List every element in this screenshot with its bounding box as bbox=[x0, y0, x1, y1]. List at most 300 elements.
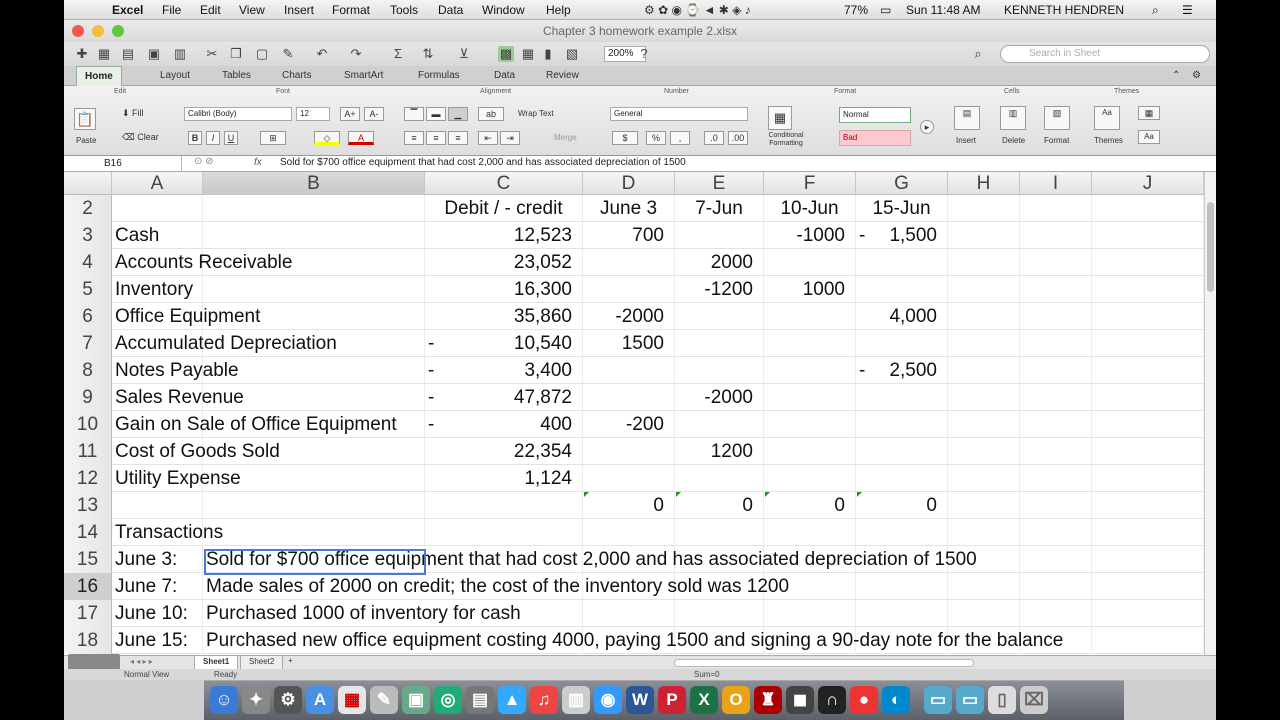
grow-font-icon[interactable]: A+ bbox=[340, 107, 360, 121]
error-indicator[interactable] bbox=[676, 492, 681, 497]
conditional-formatting-button[interactable]: Conditional Formatting bbox=[768, 132, 804, 147]
delete-button[interactable]: Delete bbox=[1002, 136, 1026, 145]
cell-j[interactable] bbox=[1092, 276, 1204, 303]
cell-f[interactable]: 1000 bbox=[764, 276, 856, 303]
outlook-icon[interactable]: O bbox=[722, 686, 750, 714]
filter-icon[interactable]: ⊻ bbox=[459, 46, 469, 61]
cell-b[interactable]: Made sales of 2000 on credit; the cost of the inventory sold was 1200 bbox=[206, 576, 790, 597]
cell-h[interactable] bbox=[948, 600, 1020, 627]
cell-i[interactable] bbox=[1020, 249, 1092, 276]
cell-e[interactable] bbox=[675, 519, 764, 546]
cell-c[interactable]: 47,872 bbox=[425, 384, 583, 411]
cell-b[interactable]: Sold for $700 office equipment that had cost 2,000 and has associated depreciation of 1500 bbox=[206, 549, 977, 570]
cell-i[interactable] bbox=[1020, 465, 1092, 492]
cell-f[interactable] bbox=[764, 411, 856, 438]
cell-c[interactable]: 1,124 bbox=[425, 465, 583, 492]
error-indicator[interactable] bbox=[584, 492, 589, 497]
safari-icon[interactable]: ◉ bbox=[594, 686, 622, 714]
cell-j[interactable] bbox=[1092, 546, 1204, 573]
cell-g[interactable] bbox=[856, 330, 948, 357]
menu-view[interactable]: View bbox=[239, 3, 265, 17]
row-header[interactable]: 14 bbox=[64, 519, 112, 546]
cell-f[interactable] bbox=[764, 600, 856, 627]
cell-j[interactable] bbox=[1092, 438, 1204, 465]
cell-e[interactable] bbox=[675, 465, 764, 492]
format-button[interactable]: Format bbox=[1044, 136, 1070, 145]
cell-e[interactable]: -2000 bbox=[675, 384, 764, 411]
conditional-formatting-icon[interactable]: ▦ bbox=[768, 106, 792, 130]
cell-d[interactable] bbox=[583, 465, 675, 492]
merge-button[interactable]: Merge bbox=[554, 133, 577, 142]
italic-icon[interactable]: I bbox=[206, 131, 220, 145]
tab-data[interactable]: Data bbox=[494, 70, 516, 81]
cell-d[interactable]: June 3 bbox=[583, 195, 675, 222]
wrap-text-button[interactable]: Wrap Text bbox=[518, 109, 554, 118]
cell-a[interactable]: Notes Payable bbox=[112, 357, 203, 384]
cell-a[interactable]: June 7: bbox=[112, 573, 203, 600]
menu-format[interactable]: Format bbox=[332, 3, 371, 17]
cell-f[interactable]: 10-Jun bbox=[764, 195, 856, 222]
word-icon[interactable]: W bbox=[626, 686, 654, 714]
cell-a[interactable]: June 15: bbox=[112, 627, 203, 654]
cell-e[interactable]: 1200 bbox=[675, 438, 764, 465]
cell-d[interactable]: -200 bbox=[583, 411, 675, 438]
cell-h[interactable] bbox=[948, 384, 1020, 411]
itunes-icon[interactable]: ♫ bbox=[530, 686, 558, 714]
cell-f[interactable]: 0 bbox=[764, 492, 856, 519]
cell-c[interactable]: 10,540 bbox=[425, 330, 583, 357]
cell-i[interactable] bbox=[1020, 222, 1092, 249]
cell-i[interactable] bbox=[1020, 573, 1092, 600]
font-name-select[interactable]: Calibri (Body) bbox=[184, 107, 292, 121]
cell-d[interactable]: -2000 bbox=[583, 303, 675, 330]
folder-icon[interactable]: ▭ bbox=[924, 686, 952, 714]
row-header[interactable]: 11 bbox=[64, 438, 112, 465]
cell-e[interactable]: 2000 bbox=[675, 249, 764, 276]
cell-h[interactable] bbox=[948, 573, 1020, 600]
row-header[interactable]: 6 bbox=[64, 303, 112, 330]
save-icon[interactable]: ▣ bbox=[147, 46, 161, 61]
cell-i[interactable] bbox=[1020, 276, 1092, 303]
cell-i[interactable] bbox=[1020, 546, 1092, 573]
shrink-font-icon[interactable]: A- bbox=[364, 107, 384, 121]
cell-a[interactable] bbox=[112, 195, 203, 222]
headphones-icon[interactable]: ∩ bbox=[818, 686, 846, 714]
cell-b[interactable] bbox=[203, 222, 425, 249]
battery-percent[interactable]: 77% bbox=[844, 3, 869, 17]
bold-icon[interactable]: B bbox=[188, 131, 202, 145]
notes-icon[interactable]: ✎ bbox=[370, 686, 398, 714]
cell-a[interactable]: Sales Revenue bbox=[112, 384, 203, 411]
tab-home[interactable]: Home bbox=[76, 66, 122, 86]
clear-button[interactable]: ⌫ Clear bbox=[122, 132, 159, 142]
cell-h[interactable] bbox=[948, 411, 1020, 438]
camera-app-icon[interactable]: ◼ bbox=[786, 686, 814, 714]
insert-cells-icon[interactable]: ▤ bbox=[954, 106, 980, 130]
style-bad[interactable]: Bad bbox=[839, 130, 911, 146]
cell-c[interactable]: 35,860 bbox=[425, 303, 583, 330]
cell-j[interactable] bbox=[1092, 303, 1204, 330]
cell-g[interactable] bbox=[856, 249, 948, 276]
decrease-indent-icon[interactable]: ⇤ bbox=[478, 131, 498, 145]
redo-icon[interactable]: ↷ bbox=[350, 46, 362, 61]
borders-icon[interactable]: ⊞ bbox=[260, 131, 286, 145]
copy-icon[interactable]: ❐ bbox=[230, 46, 242, 61]
cell-f[interactable] bbox=[764, 249, 856, 276]
cell-b[interactable] bbox=[203, 519, 425, 546]
row-header[interactable]: 7 bbox=[64, 330, 112, 357]
cell-g[interactable]: 1,500 bbox=[856, 222, 948, 249]
user-name[interactable]: KENNETH HENDREN bbox=[1004, 3, 1125, 17]
align-right-icon[interactable]: ≡ bbox=[448, 131, 468, 145]
cell-d[interactable] bbox=[583, 600, 675, 627]
row-header[interactable]: 5 bbox=[64, 276, 112, 303]
row-header[interactable]: 16 bbox=[64, 573, 112, 600]
decrease-decimal-icon[interactable]: .00 bbox=[728, 131, 748, 145]
row-header[interactable]: 4 bbox=[64, 249, 112, 276]
cell-g[interactable] bbox=[856, 573, 948, 600]
keynote-icon[interactable]: ▲ bbox=[498, 686, 526, 714]
cell-d[interactable] bbox=[583, 438, 675, 465]
excel-icon[interactable]: X bbox=[690, 686, 718, 714]
cell-h[interactable] bbox=[948, 438, 1020, 465]
cell-c[interactable]: 16,300 bbox=[425, 276, 583, 303]
cell-a[interactable]: Accumulated Depreciation bbox=[112, 330, 203, 357]
undo-icon[interactable]: ↶ bbox=[316, 46, 328, 61]
tab-tables[interactable]: Tables bbox=[222, 70, 251, 81]
preview-icon[interactable]: ▤ bbox=[466, 686, 494, 714]
font-color-icon[interactable]: A bbox=[348, 131, 374, 145]
underline-icon[interactable]: U bbox=[224, 131, 238, 145]
cell-h[interactable] bbox=[948, 222, 1020, 249]
cell-g[interactable] bbox=[856, 600, 948, 627]
cell-j[interactable] bbox=[1092, 195, 1204, 222]
new-document-icon[interactable]: ✚ bbox=[76, 46, 88, 61]
align-top-icon[interactable]: ▔ bbox=[404, 107, 424, 121]
col-header-j[interactable]: J bbox=[1092, 172, 1204, 195]
tab-charts[interactable]: Charts bbox=[282, 70, 312, 81]
cell-e[interactable]: 0 bbox=[675, 492, 764, 519]
cell-g[interactable] bbox=[856, 519, 948, 546]
cell-a[interactable]: June 10: bbox=[112, 600, 203, 627]
align-bottom-icon[interactable]: ▁ bbox=[448, 107, 468, 121]
add-sheet-icon[interactable]: + bbox=[288, 656, 293, 665]
cell-a[interactable]: June 3: bbox=[112, 546, 203, 573]
cell-b[interactable] bbox=[203, 492, 425, 519]
row-header[interactable]: 12 bbox=[64, 465, 112, 492]
messenger-icon[interactable]: ● bbox=[850, 686, 878, 714]
cell-d[interactable] bbox=[583, 357, 675, 384]
comma-style-icon[interactable]: , bbox=[670, 131, 690, 145]
powerpoint-icon[interactable]: P bbox=[658, 686, 686, 714]
notification-icon[interactable]: ☰ bbox=[1182, 3, 1193, 17]
cell-i[interactable] bbox=[1020, 195, 1092, 222]
menu-file[interactable]: File bbox=[162, 3, 182, 17]
cell-i[interactable] bbox=[1020, 330, 1092, 357]
cell-d[interactable] bbox=[583, 276, 675, 303]
cell-f[interactable] bbox=[764, 384, 856, 411]
cell-c[interactable]: 400 bbox=[425, 411, 583, 438]
cell-f[interactable]: -1000 bbox=[764, 222, 856, 249]
zoom-select[interactable]: 200% bbox=[604, 46, 646, 62]
text-orientation-icon[interactable]: ab bbox=[478, 107, 504, 121]
col-header-f[interactable]: F bbox=[764, 172, 856, 195]
col-header-b[interactable]: B bbox=[203, 172, 425, 195]
battery-icon[interactable]: ▭ bbox=[880, 3, 892, 17]
cell-a[interactable]: Gain on Sale of Office Equipment bbox=[112, 411, 203, 438]
fx-icon[interactable]: fx bbox=[254, 157, 262, 168]
cell-f[interactable] bbox=[764, 357, 856, 384]
cell-a[interactable]: Transactions bbox=[112, 519, 203, 546]
menu-help[interactable]: Help bbox=[546, 3, 571, 17]
finder-icon[interactable]: ☺ bbox=[210, 686, 238, 714]
increase-indent-icon[interactable]: ⇥ bbox=[500, 131, 520, 145]
row-header[interactable]: 10 bbox=[64, 411, 112, 438]
sheet-tab-1[interactable]: Sheet1 bbox=[194, 656, 238, 670]
cell-e[interactable] bbox=[675, 222, 764, 249]
col-header-g[interactable]: G bbox=[856, 172, 948, 195]
row-header[interactable]: 3 bbox=[64, 222, 112, 249]
cell-d[interactable]: 0 bbox=[583, 492, 675, 519]
cell-h[interactable] bbox=[948, 303, 1020, 330]
insert-button[interactable]: Insert bbox=[956, 136, 977, 145]
formula-buttons-icon[interactable]: ⊙ ⊘ bbox=[194, 156, 214, 167]
fill-color-icon[interactable]: ◇ bbox=[314, 131, 340, 145]
tab-formulas[interactable]: Formulas bbox=[418, 70, 460, 81]
menu-insert[interactable]: Insert bbox=[284, 3, 315, 17]
document-stack-icon[interactable]: ▯ bbox=[988, 686, 1016, 714]
cell-c[interactable]: 3,400 bbox=[425, 357, 583, 384]
cell-e[interactable]: -1200 bbox=[675, 276, 764, 303]
cell-f[interactable] bbox=[764, 438, 856, 465]
menu-data[interactable]: Data bbox=[438, 3, 464, 17]
status-icons[interactable]: ⚙ ✿ ◉ ⌚ ◄ ✱ ◈ ♪ bbox=[644, 3, 751, 17]
row-header[interactable]: 2 bbox=[64, 195, 112, 222]
cell-j[interactable] bbox=[1092, 357, 1204, 384]
cell-j[interactable] bbox=[1092, 492, 1204, 519]
cell-i[interactable] bbox=[1020, 600, 1092, 627]
documents-folder-icon[interactable]: ▭ bbox=[956, 686, 984, 714]
maps-icon[interactable]: ◎ bbox=[434, 686, 462, 714]
theme-colors-icon[interactable]: ▦ bbox=[1138, 106, 1160, 120]
paste-icon[interactable]: ▢ bbox=[255, 46, 269, 61]
cell-d[interactable] bbox=[583, 519, 675, 546]
tab-smartart[interactable]: SmartArt bbox=[344, 70, 384, 81]
cell-j[interactable] bbox=[1092, 627, 1204, 654]
cell-c[interactable]: 23,052 bbox=[425, 249, 583, 276]
cell-g[interactable] bbox=[856, 438, 948, 465]
cell-j[interactable] bbox=[1092, 519, 1204, 546]
cell-h[interactable] bbox=[948, 519, 1020, 546]
cell-i[interactable] bbox=[1020, 303, 1092, 330]
wine-app-icon[interactable]: ♜ bbox=[754, 686, 782, 714]
ribbon-settings-icon[interactable]: ⚙ bbox=[1192, 70, 1201, 81]
format-painter-icon[interactable]: ✎ bbox=[282, 46, 294, 61]
cell-a[interactable] bbox=[112, 492, 203, 519]
cell-j[interactable] bbox=[1092, 330, 1204, 357]
cell-c[interactable]: 12,523 bbox=[425, 222, 583, 249]
error-indicator[interactable] bbox=[857, 492, 862, 497]
toolbox-icon[interactable]: ▩ bbox=[499, 46, 513, 61]
cell-i[interactable] bbox=[1020, 357, 1092, 384]
photos-icon[interactable]: ▣ bbox=[402, 686, 430, 714]
clock[interactable]: Sun 11:48 AM bbox=[906, 3, 981, 17]
col-header-c[interactable]: C bbox=[425, 172, 583, 195]
search-menu-icon[interactable]: ⌕ bbox=[974, 46, 982, 61]
system-preferences-icon[interactable]: ⚙ bbox=[274, 686, 302, 714]
cell-c[interactable]: Debit / - credit bbox=[425, 195, 583, 222]
format-cells-icon[interactable]: ▧ bbox=[1044, 106, 1070, 130]
cell-g[interactable] bbox=[856, 465, 948, 492]
open-icon[interactable]: ▤ bbox=[121, 46, 135, 61]
tab-layout[interactable]: Layout bbox=[160, 70, 191, 81]
cell-a[interactable]: Inventory bbox=[112, 276, 203, 303]
cell-i[interactable] bbox=[1020, 438, 1092, 465]
col-header-h[interactable]: H bbox=[948, 172, 1020, 195]
collapse-ribbon-icon[interactable]: ⌃ bbox=[1172, 70, 1181, 81]
menu-tools[interactable]: Tools bbox=[390, 3, 419, 17]
cell-a[interactable]: Cash bbox=[112, 222, 203, 249]
cell-f[interactable] bbox=[764, 465, 856, 492]
fill-button[interactable]: ⬇ Fill bbox=[122, 108, 144, 118]
row-header[interactable]: 18 bbox=[64, 627, 112, 654]
error-indicator[interactable] bbox=[765, 492, 770, 497]
cell-d[interactable]: 1500 bbox=[583, 330, 675, 357]
cell-h[interactable] bbox=[948, 249, 1020, 276]
print-icon[interactable]: ▥ bbox=[173, 46, 187, 61]
cell-b[interactable]: Purchased 1000 of inventory for cash bbox=[206, 603, 521, 624]
sheet-tab-2[interactable]: Sheet2 bbox=[240, 656, 283, 670]
row-header[interactable]: 13 bbox=[64, 492, 112, 519]
percent-icon[interactable]: % bbox=[646, 131, 666, 145]
menu-window[interactable]: Window bbox=[482, 3, 525, 17]
cell-g[interactable]: 2,500 bbox=[856, 357, 948, 384]
cell-h[interactable] bbox=[948, 330, 1020, 357]
cell-j[interactable] bbox=[1092, 222, 1204, 249]
autosum-icon[interactable]: Σ bbox=[393, 46, 403, 61]
sheet-nav-icon[interactable]: ◂ ◂ ▸ ▸ bbox=[130, 657, 153, 666]
cell-e[interactable] bbox=[675, 330, 764, 357]
sort-icon[interactable]: ⇅ bbox=[422, 46, 434, 61]
cell-b[interactable] bbox=[203, 195, 425, 222]
theme-fonts-icon[interactable]: Aa bbox=[1138, 130, 1160, 144]
spotlight-icon[interactable]: ⌕ bbox=[1152, 3, 1159, 17]
cell-d[interactable]: 700 bbox=[583, 222, 675, 249]
cell-e[interactable]: 7-Jun bbox=[675, 195, 764, 222]
cell-c[interactable] bbox=[425, 519, 583, 546]
cell-h[interactable] bbox=[948, 492, 1020, 519]
cell-c[interactable] bbox=[425, 492, 583, 519]
cell-g[interactable]: 0 bbox=[856, 492, 948, 519]
sum-label[interactable]: Sum=0 bbox=[694, 670, 720, 679]
row-header[interactable]: 15 bbox=[64, 546, 112, 573]
cell-j[interactable] bbox=[1092, 384, 1204, 411]
col-header-d[interactable]: D bbox=[583, 172, 675, 195]
col-header-a[interactable]: A bbox=[112, 172, 203, 195]
cell-a[interactable]: Accounts Receivable bbox=[112, 249, 203, 276]
row-header[interactable]: 17 bbox=[64, 600, 112, 627]
vertical-scroll-thumb[interactable] bbox=[1207, 202, 1214, 292]
cell-h[interactable] bbox=[948, 465, 1020, 492]
gallery-icon[interactable]: ▦ bbox=[97, 46, 111, 61]
cell-j[interactable] bbox=[1092, 249, 1204, 276]
cell-g[interactable] bbox=[856, 276, 948, 303]
cell-c[interactable]: 22,354 bbox=[425, 438, 583, 465]
cell-j[interactable] bbox=[1092, 600, 1204, 627]
cell-i[interactable] bbox=[1020, 411, 1092, 438]
cell-g[interactable] bbox=[856, 384, 948, 411]
browser-icon[interactable]: ◐ bbox=[882, 686, 910, 714]
styles-more-icon[interactable]: ▸ bbox=[920, 120, 934, 134]
menu-edit[interactable]: Edit bbox=[200, 3, 221, 17]
media-icon[interactable]: ▧ bbox=[565, 46, 579, 61]
cell-h[interactable] bbox=[948, 195, 1020, 222]
paste-clipboard-icon[interactable]: 📋 bbox=[74, 108, 96, 130]
cell-e[interactable] bbox=[675, 303, 764, 330]
launchpad-icon[interactable]: ✦ bbox=[242, 686, 270, 714]
align-center-icon[interactable]: ≡ bbox=[426, 131, 446, 145]
cell-i[interactable] bbox=[1020, 384, 1092, 411]
col-header-i[interactable]: I bbox=[1020, 172, 1092, 195]
cell-g[interactable]: 15-Jun bbox=[856, 195, 948, 222]
cell-e[interactable] bbox=[675, 600, 764, 627]
cell-f[interactable] bbox=[764, 303, 856, 330]
col-header-e[interactable]: E bbox=[675, 172, 764, 195]
align-left-icon[interactable]: ≡ bbox=[404, 131, 424, 145]
row-header[interactable]: 9 bbox=[64, 384, 112, 411]
cell-b[interactable]: Purchased new office equipment costing 4000, paying 1500 and signing a 90-day note for the balance bbox=[206, 630, 1064, 651]
paste-button[interactable]: Paste bbox=[76, 136, 97, 145]
cell-f[interactable] bbox=[764, 519, 856, 546]
chart-icon[interactable]: ▮ bbox=[544, 46, 552, 61]
increase-decimal-icon[interactable]: .0 bbox=[704, 131, 724, 145]
cell-a[interactable]: Utility Expense bbox=[112, 465, 203, 492]
formula-input[interactable]: Sold for $700 office equipment that had cost 2,000 and has associated depreciation of 1500 bbox=[280, 157, 686, 168]
cell-d[interactable] bbox=[583, 384, 675, 411]
cell-j[interactable] bbox=[1092, 465, 1204, 492]
align-middle-icon[interactable]: ▬ bbox=[426, 107, 446, 121]
delete-cells-icon[interactable]: ▥ bbox=[1000, 106, 1026, 130]
cell-h[interactable] bbox=[948, 276, 1020, 303]
cell-g[interactable] bbox=[856, 411, 948, 438]
cell-e[interactable] bbox=[675, 411, 764, 438]
cell-j[interactable] bbox=[1092, 411, 1204, 438]
cell-j[interactable] bbox=[1092, 573, 1204, 600]
cut-icon[interactable]: ✂ bbox=[206, 46, 218, 61]
ibooks-icon[interactable]: ▥ bbox=[562, 686, 590, 714]
name-box[interactable]: B16 bbox=[64, 156, 182, 172]
cell-d[interactable] bbox=[583, 249, 675, 276]
cell-f[interactable] bbox=[764, 330, 856, 357]
search-input[interactable]: Search in Sheet bbox=[1000, 45, 1210, 63]
cell-i[interactable] bbox=[1020, 492, 1092, 519]
cell-a[interactable]: Office Equipment bbox=[112, 303, 203, 330]
cell-b[interactable] bbox=[203, 276, 425, 303]
app-menu[interactable]: Excel bbox=[112, 3, 144, 17]
horizontal-scrollbar[interactable] bbox=[674, 659, 974, 667]
cell-g[interactable]: 4,000 bbox=[856, 303, 948, 330]
cell-i[interactable] bbox=[1020, 519, 1092, 546]
style-normal[interactable]: Normal bbox=[839, 107, 911, 123]
themes-icon[interactable]: Aa bbox=[1094, 106, 1120, 130]
cell-h[interactable] bbox=[948, 357, 1020, 384]
table-icon[interactable]: ▦ bbox=[521, 46, 535, 61]
currency-icon[interactable]: $ bbox=[612, 131, 638, 145]
calendar-icon[interactable]: ▦ bbox=[338, 686, 366, 714]
row-header[interactable]: 8 bbox=[64, 357, 112, 384]
view-toggle-icon[interactable] bbox=[68, 654, 120, 670]
font-size-select[interactable]: 12 bbox=[296, 107, 330, 121]
